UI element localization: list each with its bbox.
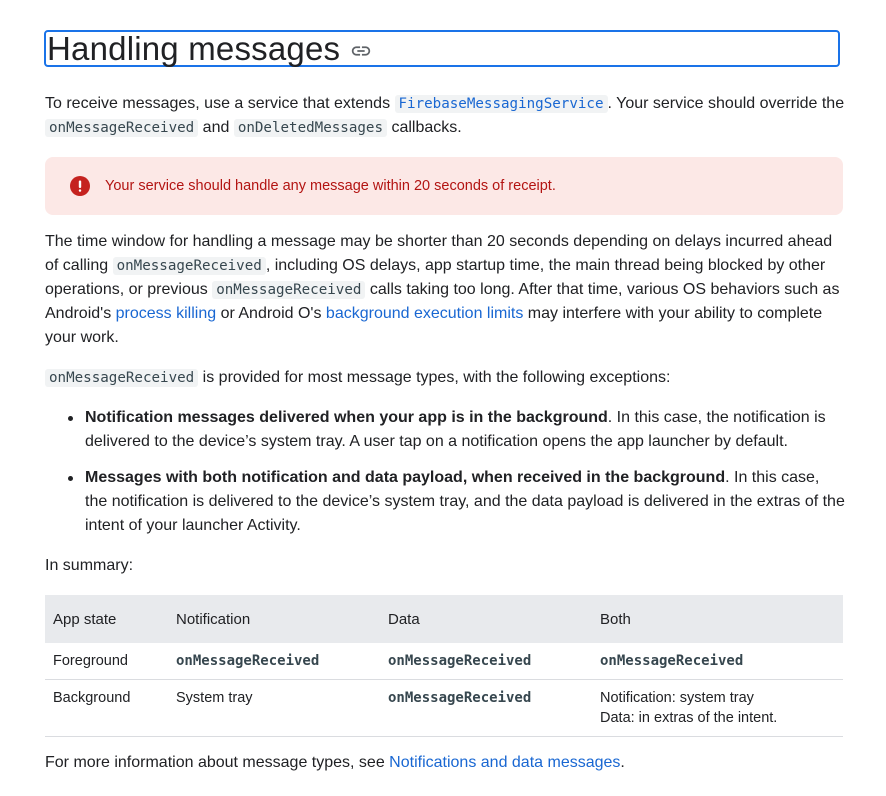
provided-paragraph (45, 366, 845, 390)
link-icon[interactable] (350, 40, 372, 62)
code-on-message-received: onMessageReceived (113, 257, 266, 275)
code-on-deleted-messages: onDeletedMessages (234, 119, 387, 137)
code-on-message-received: onMessageReceived (45, 369, 198, 387)
code-on-message-received: onMessageReceived (45, 119, 198, 137)
table-cell: onMessageReceived (168, 643, 380, 680)
list-item (45, 466, 845, 538)
footer-text: For more information about message types, see (45, 754, 390, 771)
error-icon (70, 176, 90, 196)
firebase-messaging-service-link[interactable]: FirebaseMessagingService (395, 95, 608, 113)
list-item (45, 406, 845, 454)
table-header-row (45, 595, 843, 643)
code-on-message-received: onMessageReceived (212, 281, 365, 299)
timing-text: , including OS delays, app startup time, the main thread being blocked by other operations, or previous (45, 257, 826, 298)
table-cell (592, 680, 843, 737)
intro-text: . Your service should override the (607, 95, 845, 112)
intro-paragraph (45, 92, 845, 140)
footer-paragraph (45, 751, 845, 775)
process-killing-link[interactable]: process killing (115, 305, 217, 322)
page-title: Handling messages (47, 30, 341, 67)
column-header: Both (592, 595, 843, 643)
list-item-text: . In this case, the notification is delivered to the device’s system tray, and the data payload is delivered in the extras of the intent of your launcher Activity. (85, 469, 845, 534)
column-header: Data (380, 595, 592, 643)
notifications-data-messages-link[interactable]: Notifications and data messages (389, 754, 621, 771)
both-data-line: Data: in extras of the intent. (600, 710, 778, 726)
provided-text: is provided for most message types, with the following exceptions: (198, 369, 671, 386)
exceptions-list (45, 406, 845, 550)
timing-text: The time window for handling a message may be shorter than 20 seconds depending on delays incurred ahead of calling (45, 233, 833, 274)
column-header: App state (45, 595, 168, 643)
timing-paragraph (45, 230, 845, 350)
table-row (45, 643, 843, 680)
summary-table (45, 595, 843, 737)
timing-text: calls taking too long. After that time, various OS behaviors such as Android's (45, 281, 840, 322)
list-item-title: Notification messages delivered when your app is in the background (85, 409, 608, 426)
table-cell: onMessageReceived (380, 680, 592, 737)
list-item-text: . In this case, the notification is delivered to the device’s system tray. A user tap on a notification opens the app launcher by default. (85, 409, 826, 450)
summary-label: In summary: (45, 557, 134, 574)
section-heading (44, 30, 840, 67)
column-header: Notification (168, 595, 380, 643)
timing-text: may interfere with your ability to complete your work. (45, 305, 823, 346)
list-item-title: Messages with both notification and data payload, when received in the background (85, 469, 726, 486)
table-row (45, 680, 843, 737)
table-cell: onMessageReceived (380, 643, 592, 680)
footer-text: . (620, 754, 625, 771)
bullet (68, 476, 73, 481)
both-notification-line: Notification: system tray (600, 690, 754, 706)
caution-text: Your service should handle any message within 20 seconds of receipt. (105, 178, 556, 194)
table-cell: Background (45, 680, 168, 737)
table-cell: Foreground (45, 643, 168, 680)
intro-text: To receive messages, use a service that extends (45, 95, 395, 112)
table-cell: System tray (168, 680, 380, 737)
background-execution-limits-link[interactable]: background execution limits (325, 305, 524, 322)
bullet (68, 416, 73, 421)
caution-callout (45, 157, 843, 215)
intro-text: callbacks. (387, 119, 462, 136)
timing-text: or Android O's (216, 305, 326, 322)
table-cell: onMessageReceived (592, 643, 843, 680)
intro-text: and (198, 119, 234, 136)
